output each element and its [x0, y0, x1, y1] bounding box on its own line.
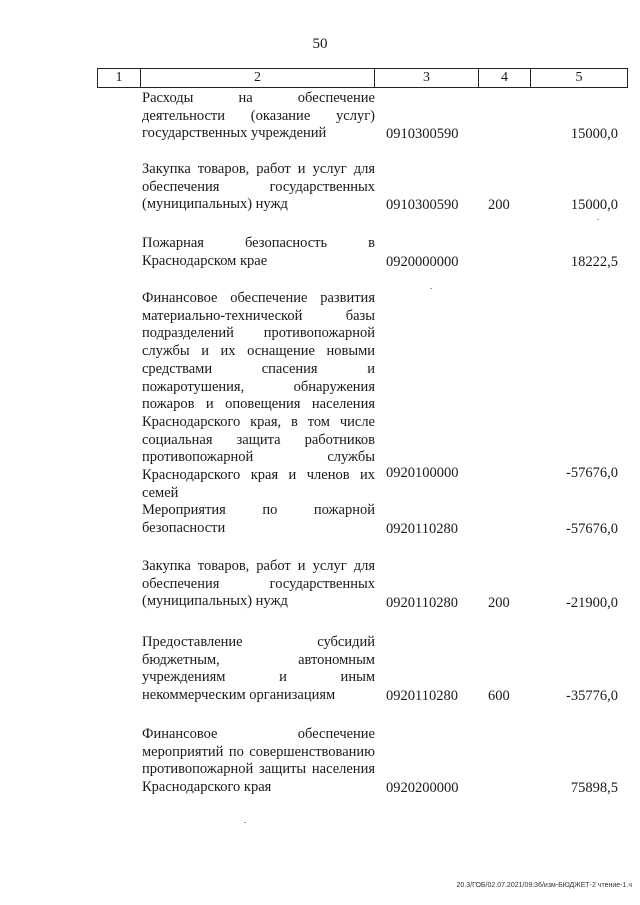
row-description: Расходы на обеспечение деятельности (оказание услуг) государственных учреждений [142, 90, 375, 142]
row-amount: -21900,0 [566, 595, 618, 611]
column-number-3: 3 [375, 69, 479, 88]
row-description: Мероприятия по пожарной безопасности [142, 502, 375, 536]
column-number-2: 2 [141, 69, 375, 88]
row-amount: -57676,0 [566, 465, 618, 481]
row-description: Финансовое обеспечение развития материально-технической базы подразделений противопожарной службы и их оснащение новыми средствами спасения и пожаротушения, обнаружения пожаров и оповещения населения Краснодарского края, в том числе социальная защита работников противопожарной службы Краснодарского края и членов их семей [142, 290, 375, 501]
scan-speck [244, 822, 246, 823]
row-amount: 18222,5 [570, 254, 618, 270]
row-code: 0920110280 [386, 595, 458, 611]
footer-stamp: 20.3/ГОБ/02.07.2021/09:36/изм-БЮДЖЕТ-2 чтение-1.ч [456, 882, 632, 889]
column-number-4: 4 [479, 69, 531, 88]
row-amount: -57676,0 [566, 521, 618, 537]
row-description: Закупка товаров, работ и услуг для обеспечения государственных (муниципальных) нужд [142, 161, 375, 213]
row-amount: 75898,5 [570, 780, 618, 796]
row-code: 0920100000 [386, 465, 459, 481]
row-code: 0920110280 [386, 688, 458, 704]
row-code: 0920000000 [386, 254, 459, 270]
row-description: Закупка товаров, работ и услуг для обеспечения государственных (муниципальных) нужд [142, 558, 375, 610]
scan-speck [430, 288, 432, 289]
row-amount: 15000,0 [570, 197, 618, 213]
column-number-1: 1 [98, 69, 141, 88]
row-kind: 600 [488, 688, 510, 704]
column-number-5: 5 [531, 69, 628, 88]
row-kind: 200 [488, 595, 510, 611]
row-amount: 15000,0 [570, 126, 618, 142]
page-number: 50 [312, 36, 328, 52]
row-description: Пожарная безопасность в Краснодарском крае [142, 235, 375, 269]
row-kind: 200 [488, 197, 510, 213]
row-code: 0910300590 [386, 126, 459, 142]
column-header-row [97, 68, 628, 88]
row-amount: -35776,0 [566, 688, 618, 704]
row-code: 0910300590 [386, 197, 459, 213]
scan-speck [597, 219, 599, 220]
row-description: Финансовое обеспечение мероприятий по совершенствованию противопожарной защиты населения Краснодарского края [142, 726, 375, 796]
row-code: 0920110280 [386, 521, 458, 537]
row-code: 0920200000 [386, 780, 459, 796]
row-description: Предоставление субсидий бюджетным, автономным учреждениям и иным некоммерческим организациям [142, 634, 375, 704]
